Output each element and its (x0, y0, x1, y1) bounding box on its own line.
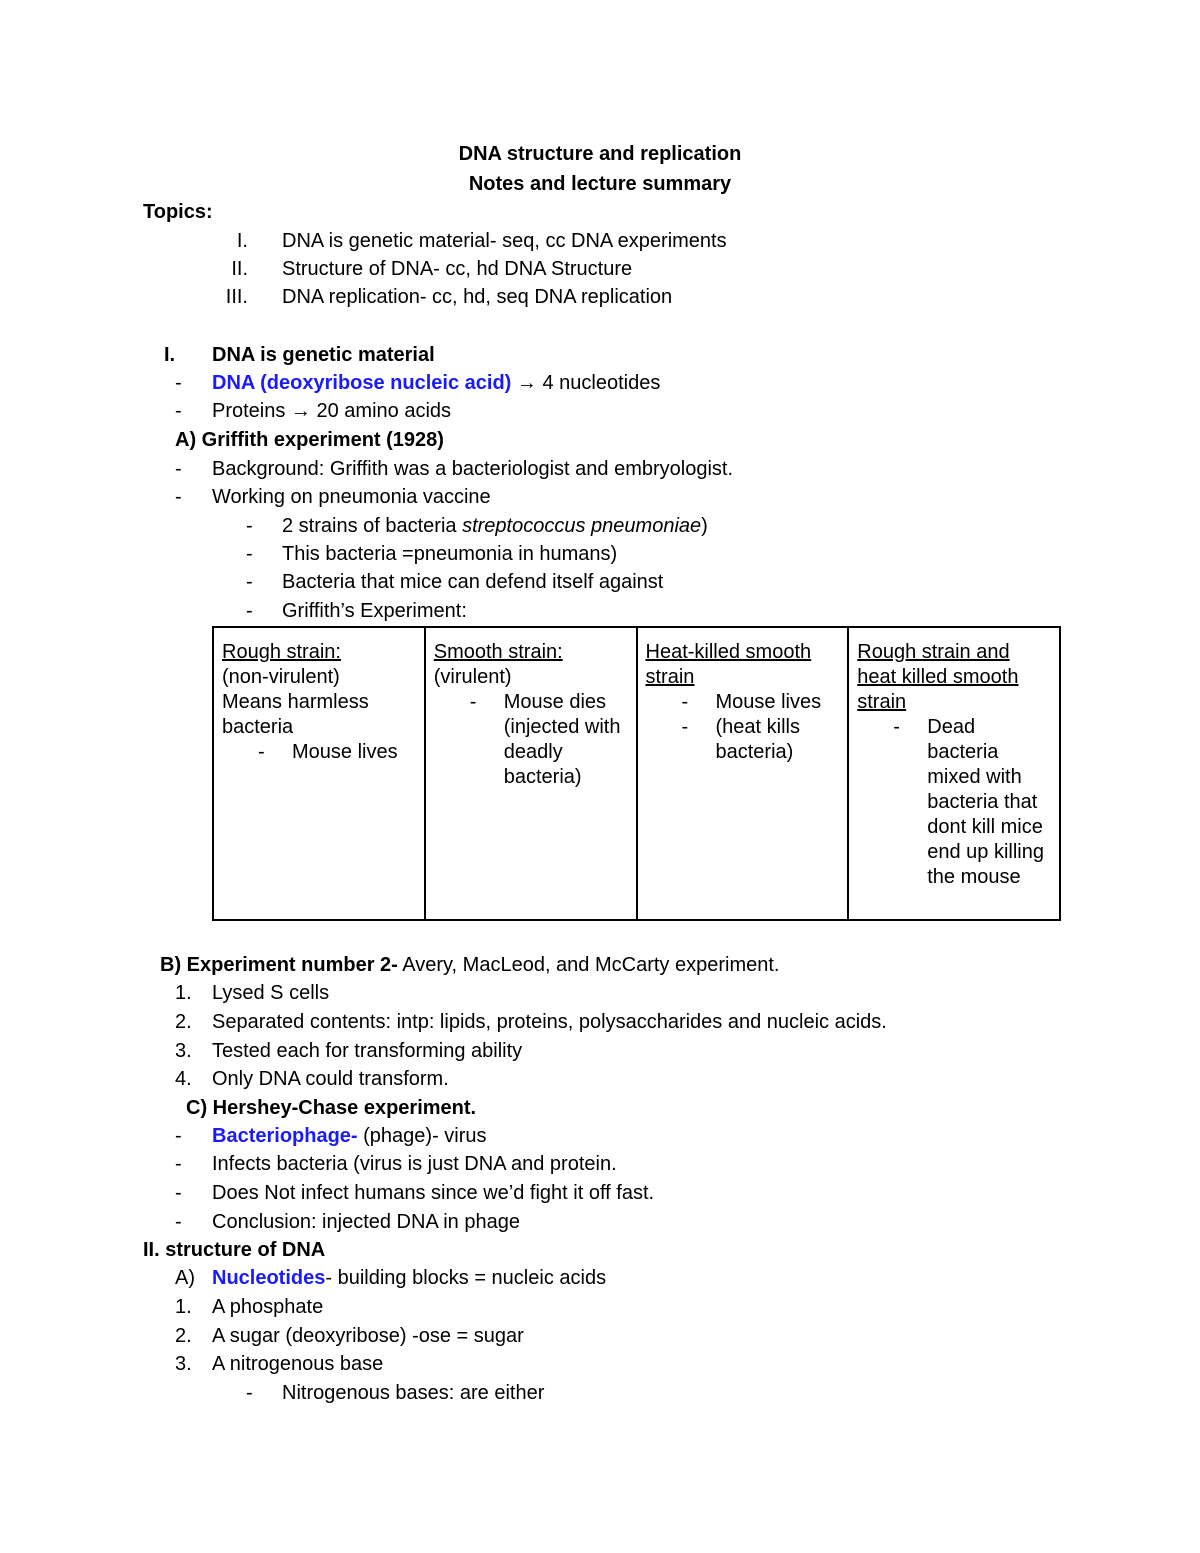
page-subtitle: Notes and lecture summary (468, 173, 732, 195)
bullet-item: Working on pneumonia vaccine (212, 486, 491, 508)
bullet-dash: - (175, 1182, 182, 1204)
sub-bullet-item: This bacteria =pneumonia in humans) (282, 543, 618, 565)
bullet-item: Infects bacteria (virus is just DNA and protein. (212, 1153, 617, 1175)
bullet-dash: - (246, 543, 253, 565)
highlight-term: DNA (deoxyribose nucleic acid) (212, 372, 512, 394)
step-number: 3. (175, 1353, 192, 1375)
topic-item: Structure of DNA- cc, hd DNA Structure (282, 258, 633, 280)
sub-bullet-item: 2 strains of bacteria streptococcus pneumoniae) (282, 515, 708, 537)
bullet-dash: - (246, 1382, 253, 1404)
cell-bullet: - Mouse lives (681, 691, 822, 713)
step-item: A phosphate (212, 1296, 324, 1318)
bullet-dash: - (175, 400, 182, 422)
bullet-dash: - (175, 1211, 182, 1233)
table-cell-smooth (425, 627, 637, 920)
section-1-number: I. (164, 344, 176, 366)
step-number: 1. (175, 982, 192, 1004)
bullet-dash: - (246, 571, 253, 593)
subsection-heading: A) Griffith experiment (1928) (175, 429, 444, 451)
topic-item: DNA replication- cc, hd, seq DNA replication (282, 286, 673, 308)
step-number: 1. (175, 1296, 192, 1318)
cell-heading: Heat-killed smooth strain (645, 641, 812, 688)
step-item: A sugar (deoxyribose) -ose = sugar (212, 1325, 524, 1347)
topic-item: DNA is genetic material- seq, cc DNA experiments (282, 230, 727, 252)
step-number: 2. (175, 1011, 192, 1033)
bullet-item: Bacteriophage- (phage)- virus (212, 1125, 487, 1147)
cell-heading: Smooth strain: (433, 641, 563, 663)
sub-bullet-item: Nitrogenous bases: are either (282, 1382, 545, 1404)
bullet-dash: - (175, 486, 182, 508)
bullet-item: DNA (deoxyribose nucleic acid) → 4 nucleotides (212, 372, 661, 394)
cell-bullet: - (heat kills bacteria) (681, 716, 800, 763)
sub-bullet-item: Bacteria that mice can defend itself against (282, 571, 664, 593)
subsection-heading: B) Experiment number 2- Avery, MacLeod, and McCarty experiment. (160, 954, 780, 976)
topic-num: III. (225, 286, 248, 308)
table-cell-rough (213, 627, 425, 920)
section-1-heading: DNA is genetic material (212, 344, 435, 366)
highlight-term: Nucleotides (212, 1267, 326, 1289)
cell-line: bacteria (222, 716, 294, 738)
bullet-dash: - (246, 515, 253, 537)
step-item: Separated contents: intp: lipids, proteins, polysaccharides and nucleic acids. (212, 1011, 887, 1033)
bullet-item: Does Not infect humans since we’d fight it off fast. (212, 1182, 655, 1204)
bullet-item: Background: Griffith was a bacteriologist and embryologist. (212, 458, 734, 480)
bullet-dash: - (175, 1153, 182, 1175)
cell-bullet: - Dead bacteria mixed with bacteria that dont kill mice end up killing the mouse (893, 716, 1044, 888)
table-cell-heat-killed (637, 627, 849, 920)
cell-line: Means harmless (222, 691, 369, 713)
bullet-dash: - (175, 372, 182, 394)
sub-bullet-item: Griffith’s Experiment: (282, 600, 467, 622)
subsection-heading: C) Hershey-Chase experiment. (186, 1097, 477, 1119)
bullet-item: Conclusion: injected DNA in phage (212, 1211, 520, 1233)
step-item: A nitrogenous base (212, 1353, 384, 1375)
cell-heading: Rough strain: (222, 641, 341, 663)
highlight-term: Bacteriophage- (212, 1125, 358, 1147)
step-item: Lysed S cells (212, 982, 330, 1004)
page-title: DNA structure and replication (458, 143, 742, 165)
bullet-dash: - (175, 1125, 182, 1147)
step-item: Tested each for transforming ability (212, 1040, 523, 1062)
topic-num: I. (236, 230, 248, 252)
subsection-label: A) (175, 1267, 195, 1289)
section-2-heading: II. structure of DNA (143, 1239, 326, 1261)
cell-heading: Rough strain and heat killed smooth strain (857, 641, 1019, 713)
step-number: 2. (175, 1325, 192, 1347)
cell-bullet: - Mouse dies (injected with deadly bacteria) (469, 691, 621, 788)
step-number: 3. (175, 1040, 192, 1062)
step-number: 4. (175, 1068, 192, 1090)
subsection-heading: Nucleotides- building blocks = nucleic acids (212, 1267, 607, 1289)
cell-line: (virulent) (433, 666, 512, 688)
topics-label: Topics: (143, 201, 213, 223)
cell-line: (non-virulent) (222, 666, 340, 688)
step-item: Only DNA could transform. (212, 1068, 449, 1090)
table-cell-rough-and-heat-killed (848, 627, 1060, 920)
bullet-dash: - (175, 458, 182, 480)
bullet-item: Proteins → 20 amino acids (212, 400, 452, 422)
bullet-dash: - (246, 600, 253, 622)
griffith-table (212, 626, 1061, 921)
topic-num: II. (231, 258, 248, 280)
cell-bullet: - Mouse lives (258, 741, 398, 763)
